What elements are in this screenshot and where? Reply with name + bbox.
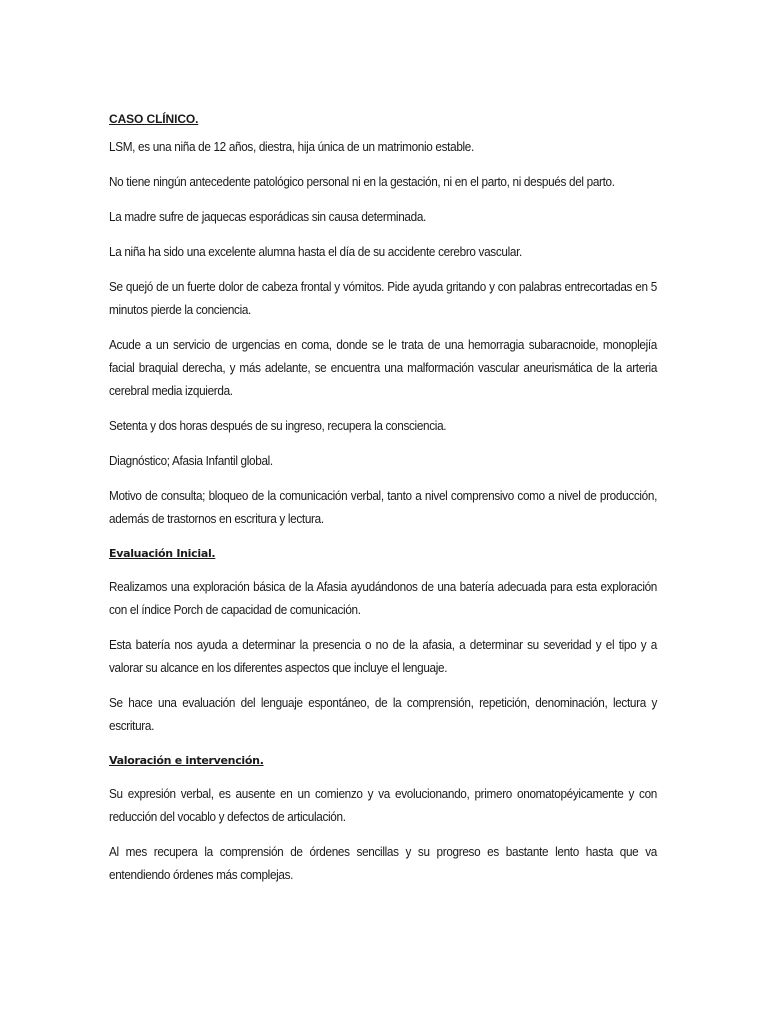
paragraph-comprehension-progress: Al mes recupera la comprensión de órdenes sencillas y su progreso es bastante lento hasta que va entendiendo órdenes más complejas. bbox=[109, 845, 658, 882]
paragraph-recovery: Setenta y dos horas después de su ingreso, recupera la consciencia. bbox=[109, 419, 447, 433]
paragraph-consult-reason: Motivo de consulta; bloqueo de la comunicación verbal, tanto a nivel comprensivo como a nivel de producción, además de trastornos en escritura y lectura. bbox=[109, 489, 658, 526]
heading-caso-clinico: CASO CLÍNICO. bbox=[109, 112, 199, 126]
paragraph-verbal-expression: Su expresión verbal, es ausente en un comienzo y va evolucionando, primero onomatopéyicamente y con reducción del vocablo y defectos de articulación. bbox=[109, 787, 658, 824]
heading-evaluacion-inicial: Evaluación Inicial. bbox=[109, 547, 216, 560]
paragraph-exploration: Realizamos una exploración básica de la Afasia ayudándonos de una batería adecuada para esta exploración con el índice Porch de capacidad de comunicación. bbox=[109, 580, 658, 617]
paragraph-diagnosis: Diagnóstico; Afasia Infantil global. bbox=[109, 454, 273, 468]
paragraph-student: La niña ha sido una excelente alumna hasta el día de su accidente cerebro vascular. bbox=[109, 245, 522, 259]
paragraph-antecedents: No tiene ningún antecedente patológico personal ni en la gestación, ni en el parto, ni después del parto. bbox=[109, 175, 615, 189]
paragraph-patient: LSM, es una niña de 12 años, diestra, hija única de un matrimonio estable. bbox=[109, 140, 474, 154]
paragraph-language-evaluation: Se hace una evaluación del lenguaje espontáneo, de la comprensión, repetición, denominación, lectura y escritura. bbox=[109, 696, 658, 733]
document-body bbox=[109, 112, 657, 899]
heading-valoracion-intervencion: Valoración e intervención. bbox=[109, 754, 264, 767]
paragraph-emergency: Acude a un servicio de urgencias en coma, donde se le trata de una hemorragia subaracnoide, monoplejía facial braquial derecha, y más adelante, se encuentra una malformación vascular aneurismática de la arteria cerebral media izquierda. bbox=[109, 338, 658, 398]
paragraph-battery: Esta batería nos ayuda a determinar la presencia o no de la afasia, a determinar su severidad y el tipo y a valorar su alcance en los diferentes aspectos que incluye el lenguaje. bbox=[109, 638, 658, 675]
paragraph-mother: La madre sufre de jaquecas esporádicas sin causa determinada. bbox=[109, 210, 426, 224]
paragraph-symptoms: Se quejó de un fuerte dolor de cabeza frontal y vómitos. Pide ayuda gritando y con palabras entrecortadas en 5 minutos pierde la conciencia. bbox=[109, 280, 658, 317]
